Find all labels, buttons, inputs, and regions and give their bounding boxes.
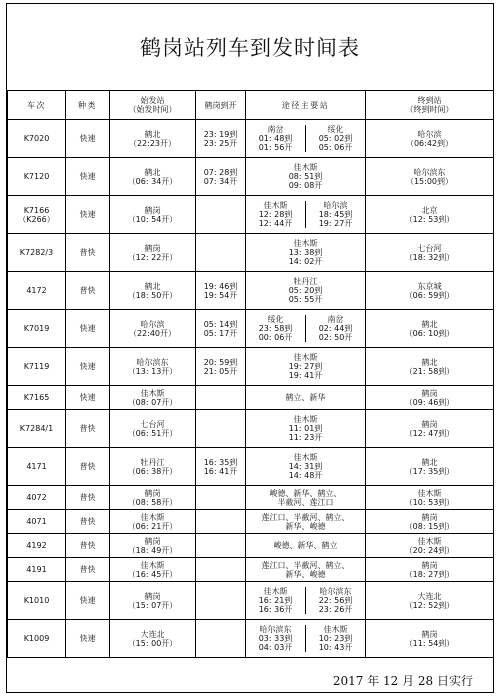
hegang-times: 20: 59到 21: 05开 [196,348,246,386]
table-row [8,386,494,410]
terminal-station: 佳木斯 （20: 24到） [366,534,494,558]
hegang-times [196,386,246,410]
hegang-times [196,196,246,234]
train-number: 4172 [8,272,66,310]
via-stations: 鹤立、新华 [246,386,366,410]
hegang-times [196,410,246,448]
train-type: 普快 [66,510,110,534]
train-number: K7120 [8,158,66,196]
table-row [8,510,494,534]
terminal-station: 大连北 （12: 52到） [366,582,494,620]
via-stations [246,310,366,348]
via-stations [246,120,366,158]
terminal-station: 鹤北 （21: 58到） [366,348,494,386]
terminal-station: 佳木斯 （10: 53到） [366,486,494,510]
via-station-second: 绥化 05: 02到 05: 06开 [318,125,353,152]
train-number: K7019 [8,310,66,348]
via-station-first: 佳木斯 16: 21到 16: 36开 [246,587,306,614]
via-station-first: 哈尔滨东 03: 33到 04: 03开 [246,625,306,652]
hegang-times: 05: 14到 05: 17开 [196,310,246,348]
via-stations: 佳木斯 14: 31到 14: 48开 [246,448,366,486]
via-stations [246,582,366,620]
table-row [8,620,494,658]
train-type: 快速 [66,348,110,386]
timetable [7,90,494,658]
table-row [8,196,494,234]
train-type: 快速 [66,158,110,196]
train-type: 普快 [66,234,110,272]
terminal-station: 鹤北 （17: 35到） [366,448,494,486]
table-row [8,486,494,510]
terminal-station: 东京城 （06: 59到） [366,272,494,310]
via-station-first: 南岔 01: 48到 01: 56开 [246,125,306,152]
train-type: 快速 [66,620,110,658]
train-type: 普快 [66,558,110,582]
train-number: K7020 [8,120,66,158]
train-number: 4071 [8,510,66,534]
table-row [8,534,494,558]
origin-station: 牡丹江 （06: 38开） [110,448,196,486]
table-row [8,158,494,196]
via-stations: 峻德、新华、鹤立 [246,534,366,558]
train-type: 普快 [66,410,110,448]
effective-date: 2017 年 12 月 28 日实行 [332,674,473,688]
origin-station: 鹤岗 （08: 58开） [110,486,196,510]
page-title: 鹤岗站列车到发时间表 [140,36,360,60]
hegang-times [196,486,246,510]
train-number: K7165 [8,386,66,410]
terminal-station: 鹤岗 （18: 27到） [366,558,494,582]
train-type: 快速 [66,310,110,348]
origin-station: 佳木斯 （16: 45开） [110,558,196,582]
header-train: 车次 [8,91,66,120]
train-number: 4171 [8,448,66,486]
header-terminal: 终到站 （终到时间） [366,91,494,120]
origin-station: 哈尔滨 （22:40开） [110,310,196,348]
train-type: 普快 [66,534,110,558]
via-stations [246,620,366,658]
via-station-second: 哈尔滨东 22: 56到 23: 26开 [318,587,353,614]
via-stations [246,196,366,234]
terminal-station: 鹤岗 （09: 46到） [366,386,494,410]
train-number: 4192 [8,534,66,558]
train-type: 普快 [66,448,110,486]
train-type: 快速 [66,196,110,234]
origin-station: 鹤北 （22:23开） [110,120,196,158]
terminal-station: 七台河 （18: 32到） [366,234,494,272]
origin-station: 鹤北 （06: 34开） [110,158,196,196]
table-row [8,448,494,486]
table-row [8,582,494,620]
train-type: 快速 [66,386,110,410]
terminal-station: 哈尔滨 （06:42到） [366,120,494,158]
hegang-times [196,510,246,534]
train-type: 普快 [66,272,110,310]
via-stations: 峻德、新华、鹤立、 半截河、莲江口 [246,486,366,510]
via-stations: 莲江口、半截河、鹤立、 新华、峻德 [246,510,366,534]
via-station-second: 南岔 02: 44到 02: 50开 [318,315,353,342]
origin-station: 鹤岗 （18: 49开） [110,534,196,558]
table-row [8,120,494,158]
train-number: K1010 [8,582,66,620]
via-stations: 佳木斯 11: 01到 11: 23开 [246,410,366,448]
train-number: K7282/3 [8,234,66,272]
hegang-times [196,582,246,620]
hegang-times: 07: 28到 07: 34开 [196,158,246,196]
origin-station: 鹤北 （18: 50开） [110,272,196,310]
origin-station: 鹤岗 （10: 54开） [110,196,196,234]
header-type: 种类 [66,91,110,120]
header-hegang: 鹤岗到开 [196,91,246,120]
train-type: 普快 [66,486,110,510]
hegang-times [196,620,246,658]
table-row [8,310,494,348]
hegang-times [196,558,246,582]
train-number: K7284/1 [8,410,66,448]
via-station-first: 绥化 23: 58到 00: 06开 [246,315,306,342]
hegang-times: 16: 35到 16: 41开 [196,448,246,486]
via-stations: 莲江口、半截河、鹤立、 新华、峻德 [246,558,366,582]
via-station-first: 佳木斯 12: 28到 12: 44开 [246,201,306,228]
terminal-station: 鹤岗 （11: 54到） [366,620,494,658]
via-stations: 牡丹江 05: 20到 05: 55开 [246,272,366,310]
origin-station: 七台河 （06: 51开） [110,410,196,448]
hegang-times: 19: 46到 19: 54开 [196,272,246,310]
header-origin: 始发站 （始发时间） [110,91,196,120]
table-row [8,234,494,272]
via-stations: 佳木斯 08: 51到 09: 08开 [246,158,366,196]
terminal-station: 鹤岗 （08: 15到） [366,510,494,534]
hegang-times: 23: 19到 23: 25开 [196,120,246,158]
hegang-times [196,234,246,272]
header-via: 途径主要站 [246,91,366,120]
train-type: 快速 [66,120,110,158]
terminal-station: 鹤岗 （12: 47到） [366,410,494,448]
terminal-station: 北京 （12: 53到） [366,196,494,234]
train-number: K7119 [8,348,66,386]
table-row [8,558,494,582]
origin-station: 鹤岗 （12: 22开） [110,234,196,272]
table-row [8,272,494,310]
hegang-times [196,534,246,558]
terminal-station: 鹤北 （06: 10到） [366,310,494,348]
via-station-second: 哈尔滨 18: 45到 19: 27开 [318,201,353,228]
train-number: 4191 [8,558,66,582]
train-number: K1009 [8,620,66,658]
terminal-station: 哈尔滨东 （15:00到） [366,158,494,196]
origin-station: 哈尔滨东 （13: 13开） [110,348,196,386]
via-stations: 佳木斯 13: 38到 14: 02开 [246,234,366,272]
via-stations: 佳木斯 19: 27到 19: 41开 [246,348,366,386]
train-type: 快速 [66,582,110,620]
train-number: 4072 [8,486,66,510]
train-number: K7166 （K266） [8,196,66,234]
origin-station: 佳木斯 （06: 21开） [110,510,196,534]
table-row [8,410,494,448]
header-row [8,91,494,120]
origin-station: 鹤岗 （15: 07开） [110,582,196,620]
origin-station: 佳木斯 （08: 07开） [110,386,196,410]
timetable-sheet [6,3,494,693]
via-station-second: 佳木斯 10: 23到 10: 43开 [318,625,353,652]
table-row [8,348,494,386]
origin-station: 大连北 （15: 00开） [110,620,196,658]
